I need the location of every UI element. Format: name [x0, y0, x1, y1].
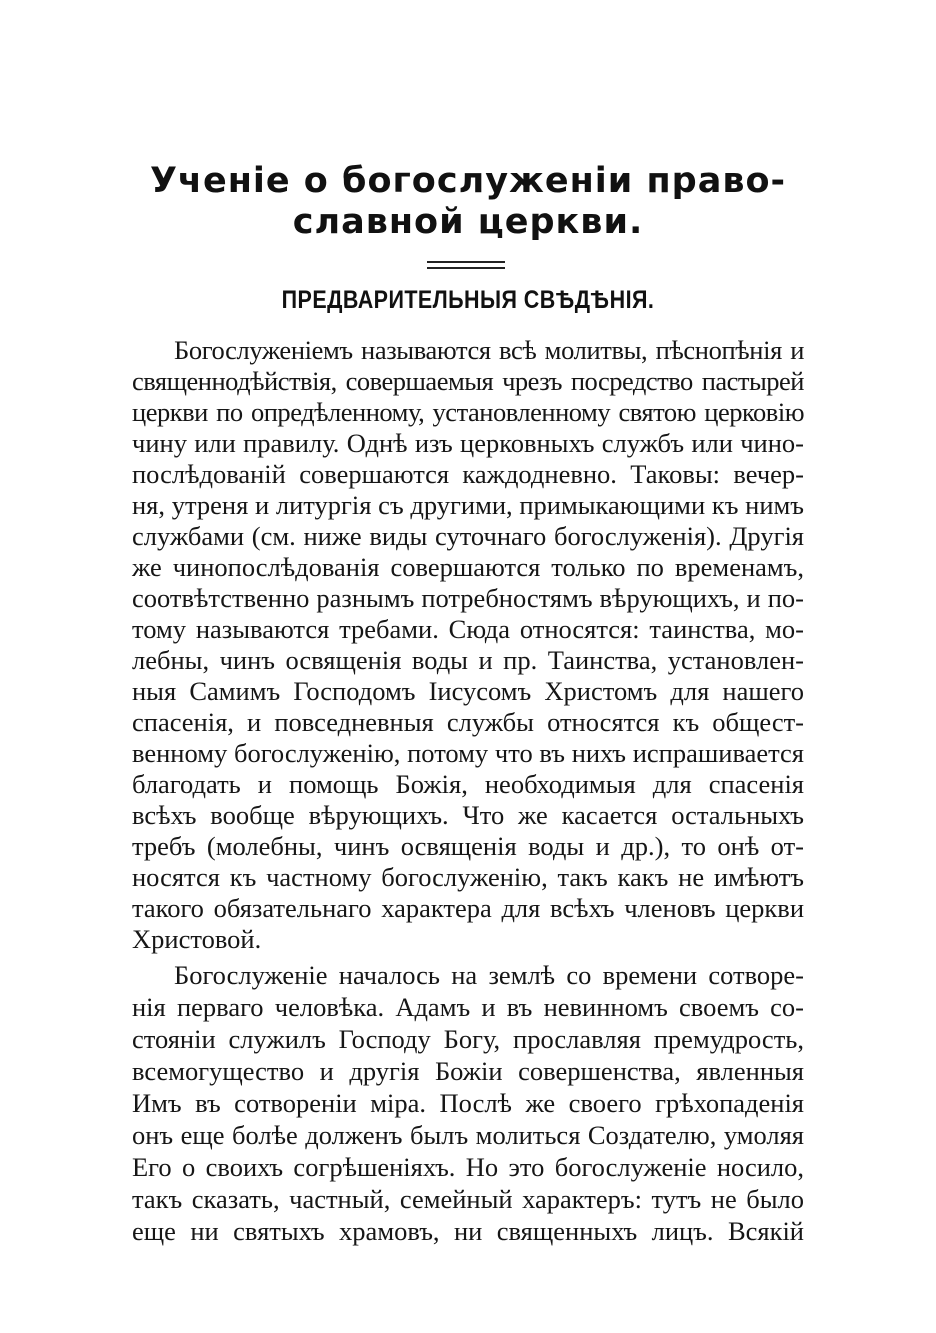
- text-line: онъ еще болѣе долженъ былъ молиться Создателю, умоляя: [132, 1120, 804, 1150]
- chapter-title-line-2: славной церкви.: [292, 202, 644, 242]
- text-line: Имъ въ сотвореніи міра. Послѣ же своего грѣхопаденія: [132, 1088, 804, 1118]
- text-line: спасенія, и повседневныя службы относятся къ общест-: [132, 707, 804, 737]
- title-double-rule-bottom: [427, 267, 505, 269]
- text-line: стояніи служилъ Господу Богу, прославляя премудрость,: [132, 1024, 804, 1054]
- text-line: Его о своихъ согрѣшеніяхъ. Но это богослуженіе носило,: [132, 1152, 804, 1182]
- text-line: еще ни святыхъ храмовъ, ни священныхъ лицъ. Всякій: [132, 1216, 804, 1246]
- text-line: требъ (молебны, чинъ освященія воды и др.), то онѣ от-: [132, 831, 804, 861]
- text-line: нія перваго человѣка. Адамъ и въ невинномъ своемъ со-: [132, 992, 804, 1022]
- text-line: же чинопослѣдованія совершаются только по временамъ,: [132, 552, 804, 582]
- text-line: ныя Самимъ Господомъ Іисусомъ Христомъ для нашего: [132, 676, 804, 706]
- text-line: чину или правилу. Однѣ изъ церковныхъ службъ или чино-: [132, 428, 804, 458]
- text-line: Богослуженіемъ называются всѣ молитвы, пѣснопѣнія и: [174, 335, 804, 365]
- text-line: церкви по опредѣленному, установленному святою церковію: [132, 397, 804, 427]
- text-line: всемогущество и другія Божіи совершенства, явленныя: [132, 1056, 804, 1086]
- title-double-rule-top: [427, 261, 505, 263]
- text-line: соотвѣтственно разнымъ потребностямъ вѣрующихъ, и по-: [132, 583, 804, 613]
- text-line: такъ сказать, частный, семейный характеръ: тутъ не было: [132, 1184, 804, 1214]
- text-line: венному богослуженію, потому что въ нихъ испрашивается: [132, 738, 804, 768]
- chapter-title-line-1: Ученіе о богослуженіи право-: [149, 161, 787, 201]
- section-heading: ПРЕДВАРИТЕЛЬНЫЯ СВѢДѢНІЯ.: [281, 286, 655, 314]
- text-line: Богослуженіе началось на землѣ со времени сотворе-: [174, 960, 804, 990]
- text-line: такого обязательнаго характера для всѣхъ членовъ церкви: [132, 893, 804, 923]
- text-line: послѣдованій совершаются каждодневно. Таковы: вечер-: [132, 459, 804, 489]
- text-line: тому называются требами. Сюда относятся: таинства, мо-: [132, 614, 804, 644]
- text-line: всѣхъ вообще вѣрующихъ. Что же касается остальныхъ: [132, 800, 804, 830]
- text-line: носятся къ частному богослуженію, такъ какъ не имѣютъ: [132, 862, 804, 892]
- text-line: Христовой.: [132, 924, 262, 954]
- text-line: лебны, чинъ освященія воды и пр. Таинства, установлен-: [132, 645, 804, 675]
- text-line: ня, утреня и литургія съ другими, примыкающими къ нимъ: [132, 490, 804, 520]
- text-line: священнодѣйствія, совершаемыя чрезъ посредство пастырей: [132, 366, 804, 396]
- text-line: благодать и помощь Божія, необходимыя для спасенія: [132, 769, 804, 799]
- text-line: службами (см. ниже виды суточнаго богослуженія). Другія: [132, 521, 804, 551]
